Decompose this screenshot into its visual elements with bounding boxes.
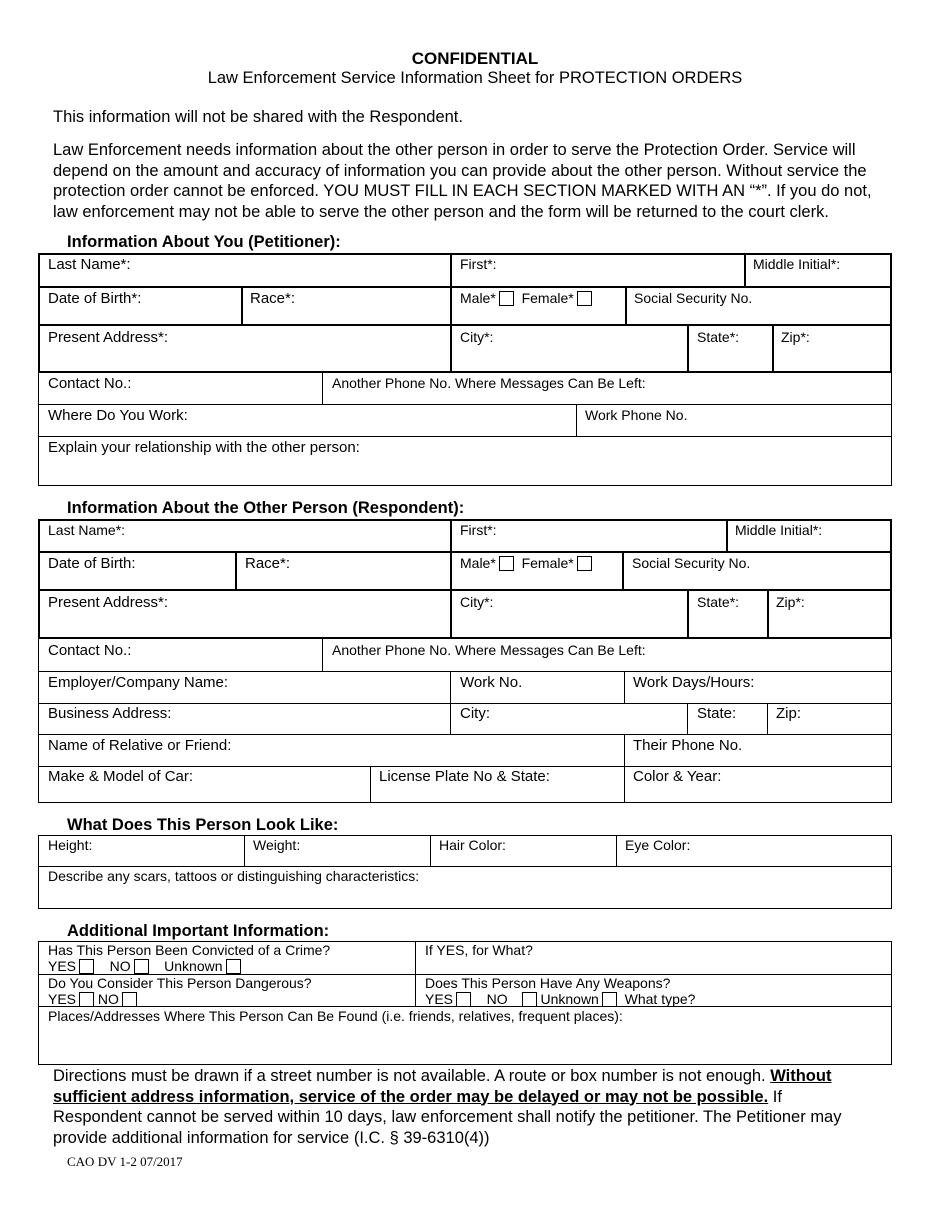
petitioner-state-label: State*: bbox=[697, 329, 740, 345]
weapons-options bbox=[425, 991, 695, 1007]
intro-line: Law Enforcement needs information about the other person in order to serve the Protection Order. Service will bbox=[53, 141, 856, 159]
petitioner-female-label: Female* bbox=[521, 290, 574, 306]
height-label: Height: bbox=[48, 837, 93, 853]
dangerous-yes-checkbox[interactable] bbox=[79, 992, 94, 1007]
form-code: CAO DV 1-2 07/2017 bbox=[67, 1154, 183, 1169]
respondent-relative-label: Name of Relative or Friend: bbox=[48, 737, 232, 754]
intro-line: law enforcement may not be able to serve the other person and the form will be returned to the court clerk. bbox=[53, 202, 829, 221]
respondent-business-address-label: Business Address: bbox=[48, 705, 172, 722]
dangerous-yes-label: YES bbox=[48, 991, 77, 1007]
dangerous-options bbox=[48, 991, 137, 1007]
petitioner-address-label: Present Address*: bbox=[48, 329, 169, 346]
dangerous-no-label: NO bbox=[97, 991, 119, 1007]
respondent-car-label: Make & Model of Car: bbox=[48, 768, 194, 785]
petitioner-work-phone-label: Work Phone No. bbox=[585, 407, 688, 423]
convicted-no-checkbox[interactable] bbox=[134, 959, 149, 974]
petitioner-contact-label: Contact No.: bbox=[48, 375, 132, 392]
page-subtitle: Law Enforcement Service Information Sheet for PROTECTION ORDERS bbox=[207, 69, 743, 87]
petitioner-work-label: Where Do You Work: bbox=[48, 407, 188, 424]
weapons-yes-label: YES bbox=[425, 991, 454, 1007]
respondent-address-label: Present Address*: bbox=[48, 594, 169, 611]
page-title: CONFIDENTIAL bbox=[411, 49, 539, 68]
convicted-unknown-checkbox[interactable] bbox=[226, 959, 241, 974]
respondent-gender-group bbox=[460, 555, 592, 571]
respondent-female-checkbox[interactable] bbox=[577, 556, 592, 571]
respondent-their-phone-label: Their Phone No. bbox=[633, 737, 743, 754]
weapons-what-type-label: What type? bbox=[624, 991, 696, 1007]
petitioner-relationship-label: Explain your relationship with the other person: bbox=[48, 439, 360, 456]
dangerous-no-checkbox[interactable] bbox=[122, 992, 137, 1007]
convicted-unknown-label: Unknown bbox=[164, 958, 223, 974]
respondent-another-phone-label: Another Phone No. Where Messages Can Be Left: bbox=[332, 642, 646, 658]
petitioner-race-label: Race*: bbox=[250, 290, 296, 307]
respondent-heading: Information About the Other Person (Respondent): bbox=[67, 499, 465, 517]
respondent-race-label: Race*: bbox=[245, 555, 291, 572]
respondent-dob-label: Date of Birth: bbox=[48, 555, 136, 572]
respondent-first-name-label: First*: bbox=[460, 522, 497, 538]
petitioner-heading: Information About You (Petitioner): bbox=[67, 233, 341, 251]
respondent-business-city-label: City: bbox=[460, 705, 490, 722]
if-yes-label: If YES, for What? bbox=[425, 942, 533, 958]
eye-color-label: Eye Color: bbox=[625, 837, 691, 853]
weight-label: Weight: bbox=[253, 837, 301, 853]
respondent-male-checkbox[interactable] bbox=[499, 556, 514, 571]
respondent-ssn-label: Social Security No. bbox=[632, 555, 751, 571]
intro-line: protection order cannot be enforced. YOU MUST FILL IN EACH SECTION MARKED WITH AN “*”. If you do not, bbox=[53, 182, 872, 200]
weapons-label: Does This Person Have Any Weapons? bbox=[425, 975, 671, 991]
petitioner-another-phone-label: Another Phone No. Where Messages Can Be Left: bbox=[332, 375, 646, 391]
petitioner-middle-initial-label: Middle Initial*: bbox=[753, 256, 841, 272]
petitioner-city-label: City*: bbox=[460, 329, 494, 345]
respondent-last-name-label: Last Name*: bbox=[48, 522, 126, 538]
weapons-no-checkbox[interactable] bbox=[522, 992, 537, 1007]
respondent-city-label: City*: bbox=[460, 594, 494, 610]
places-label: Places/Addresses Where This Person Can Be Found (i.e. friends, relatives, frequent places): bbox=[48, 1008, 623, 1024]
petitioner-zip-label: Zip*: bbox=[781, 329, 810, 345]
respondent-contact-label: Contact No.: bbox=[48, 642, 132, 659]
petitioner-dob-label: Date of Birth*: bbox=[48, 290, 142, 307]
petitioner-male-label: Male* bbox=[460, 290, 496, 306]
respondent-business-zip-label: Zip: bbox=[776, 705, 802, 722]
weapons-unknown-checkbox[interactable] bbox=[602, 992, 617, 1007]
convicted-no-label: NO bbox=[109, 958, 131, 974]
petitioner-last-name-label: Last Name*: bbox=[48, 256, 131, 273]
petitioner-first-name-label: First*: bbox=[460, 256, 497, 272]
directions-line-2: sufficient address information, service of the order may be delayed or may not be possible. If bbox=[53, 1087, 782, 1106]
petitioner-female-checkbox[interactable] bbox=[577, 291, 592, 306]
directions-paragraph bbox=[53, 1066, 933, 1148]
respondent-middle-initial-label: Middle Initial*: bbox=[735, 522, 823, 538]
respondent-zip-label: Zip*: bbox=[776, 594, 805, 610]
directions-line-4: provide additional information for service (I.C. § 39-6310(4)) bbox=[53, 1128, 490, 1147]
respondent-male-label: Male* bbox=[460, 555, 496, 571]
convicted-options bbox=[48, 958, 241, 974]
hair-color-label: Hair Color: bbox=[439, 837, 506, 853]
directions-line-3: Respondent cannot be served within 10 days, law enforcement shall notify the petitioner. The Petitioner may bbox=[53, 1108, 842, 1126]
directions-line-1: Directions must be drawn if a street number is not available. A route or box number is not enough. Without bbox=[53, 1067, 832, 1085]
respondent-work-no-label: Work No. bbox=[460, 674, 523, 691]
respondent-employer-label: Employer/Company Name: bbox=[48, 674, 229, 691]
weapons-unknown-label: Unknown bbox=[540, 991, 599, 1007]
confidentiality-notice: This information will not be shared with the Respondent. bbox=[53, 108, 463, 126]
additional-heading: Additional Important Information: bbox=[67, 922, 330, 940]
intro-line: depend on the amount and accuracy of information you can provide about the other person. Without service the bbox=[53, 161, 867, 180]
weapons-yes-checkbox[interactable] bbox=[456, 992, 471, 1007]
respondent-plate-label: License Plate No & State: bbox=[379, 768, 550, 785]
petitioner-gender-group bbox=[460, 290, 592, 306]
convicted-label: Has This Person Been Convicted of a Crime? bbox=[48, 942, 331, 958]
convicted-yes-checkbox[interactable] bbox=[79, 959, 94, 974]
respondent-business-state-label: State: bbox=[697, 705, 737, 722]
appearance-heading: What Does This Person Look Like: bbox=[67, 816, 339, 834]
respondent-female-label: Female* bbox=[521, 555, 574, 571]
petitioner-male-checkbox[interactable] bbox=[499, 291, 514, 306]
intro-paragraph bbox=[53, 140, 933, 222]
respondent-state-label: State*: bbox=[697, 594, 740, 610]
respondent-color-year-label: Color & Year: bbox=[633, 768, 722, 785]
dangerous-label: Do You Consider This Person Dangerous? bbox=[48, 975, 312, 991]
convicted-yes-label: YES bbox=[48, 958, 77, 974]
weapons-no-label: NO bbox=[486, 991, 508, 1007]
respondent-work-days-label: Work Days/Hours: bbox=[633, 674, 755, 691]
scars-label: Describe any scars, tattoos or distinguishing characteristics: bbox=[48, 868, 420, 884]
petitioner-ssn-label: Social Security No. bbox=[634, 290, 753, 306]
